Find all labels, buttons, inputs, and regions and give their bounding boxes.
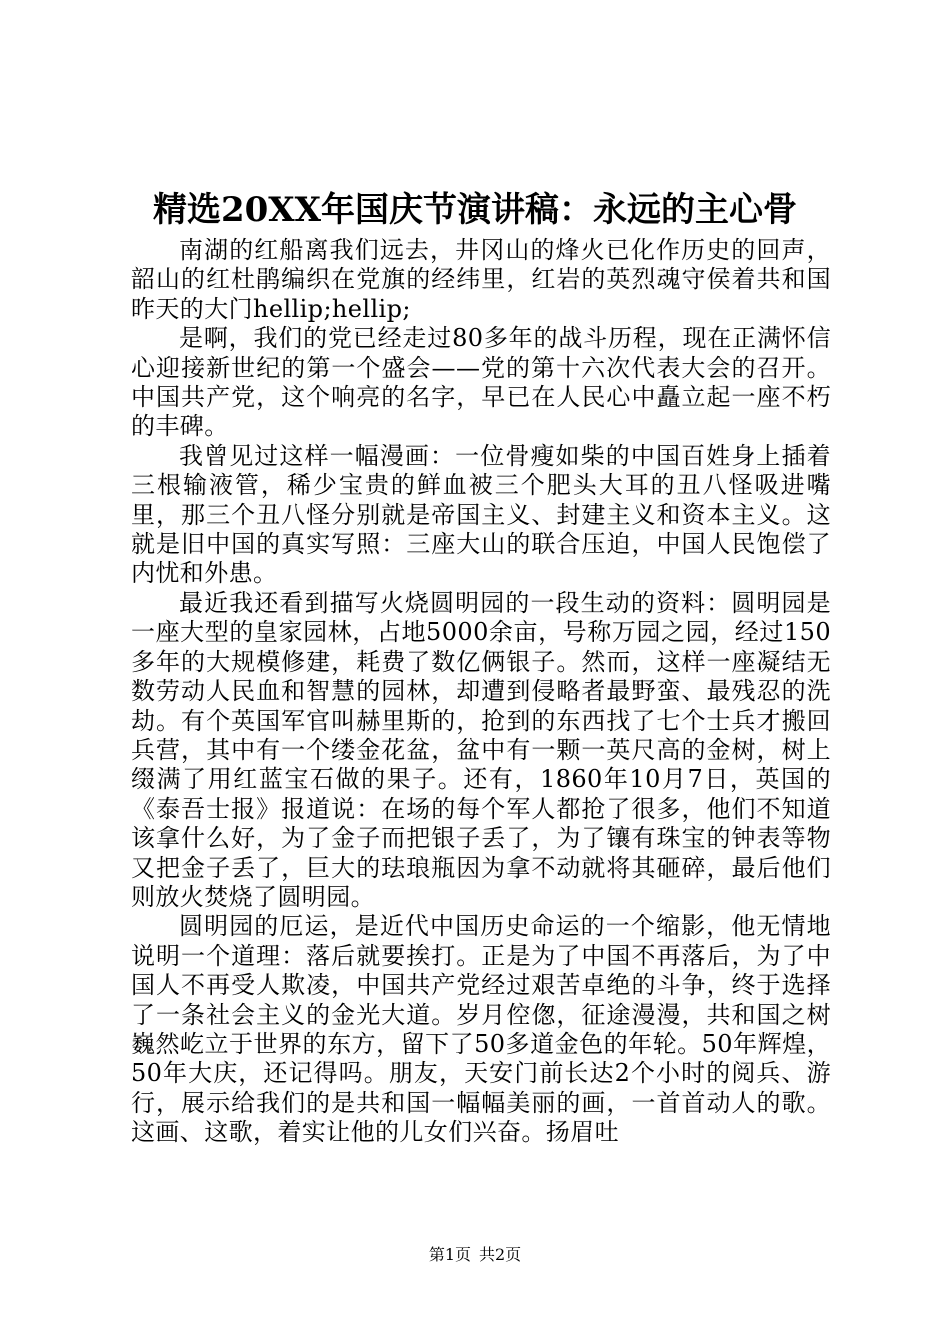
paragraph: 我曾见过这样一幅漫画：一位骨瘦如柴的中国百姓身上插着三根输液管，稀少宝贵的鲜血被三个肥头大耳的丑八怪吸进嘴里，那三个丑八怪分别就是帝国主义、封建主义和资本主义。这就是旧中国的真实写照：三座大山的联合压迫，中国人民饱偿了内忧和外患。: [131, 441, 831, 588]
paragraph: 最近我还看到描写火烧圆明园的一段生动的资料：圆明园是一座大型的皇家园林，占地5000余亩，号称万园之园，经过150多年的大规模修建，耗费了数亿俩银子。然而，这样一座凝结无数劳动人民血和智慧的园林，却遭到侵略者最野蛮、最残忍的洗劫。有个英国军官叫赫里斯的，抢到的东西找了七个士兵才搬回兵营，其中有一个缕金花盆，盆中有一颗一英尺高的金树，树上缀满了用红蓝宝石做的果子。还有，1860年10月7日，英国的《泰吾士报》报道说：在场的每个军人都抢了很多，他们不知道该拿什么好，为了金子而把银子丢了，为了镶有珠宝的钟表等物又把金子丢了，巨大的珐琅瓶因为拿不动就将其砸碎，最后他们则放火焚烧了圆明园。: [131, 588, 831, 911]
paragraph: 南湖的红船离我们远去，井冈山的烽火已化作历史的回声，韶山的红杜鹃编织在党旗的经纬里，红岩的英烈魂守侯着共和国昨天的大门hellip;hellip;: [131, 236, 831, 323]
document-title: 精选20XX年国庆节演讲稿：永远的主心骨: [152, 190, 798, 230]
page-number: 第1页: [428, 1245, 471, 1264]
page-footer: [0, 1244, 950, 1266]
paragraph: 是啊，我们的党已经走过80多年的战斗历程，现在正满怀信心迎接新世纪的第一个盛会——党的第十六次代表大会的召开。中国共产党，这个响亮的名字，早已在人民心中矗立起一座不朽的丰碑。: [131, 324, 831, 441]
document-body: [131, 236, 831, 1148]
page-total: 共2页: [479, 1245, 522, 1264]
paragraph: 圆明园的厄运，是近代中国历史命运的一个缩影，他无情地说明一个道理：落后就要挨打。正是为了中国不再落后，为了中国人不再受人欺凌，中国共产党经过艰苦卓绝的斗争，终于选择了一条社会主义的金光大道。岁月倥偬，征途漫漫，共和国之树巍然屹立于世界的东方，留下了50多道金色的年轮。50年辉煌，50年大庆，还记得吗。朋友，天安门前长达2个小时的阅兵、游行，展示给我们的是共和国一幅幅美丽的画，一首首动人的歌。这画、这歌，着实让他的儿女们兴奋。扬眉吐: [131, 912, 831, 1147]
